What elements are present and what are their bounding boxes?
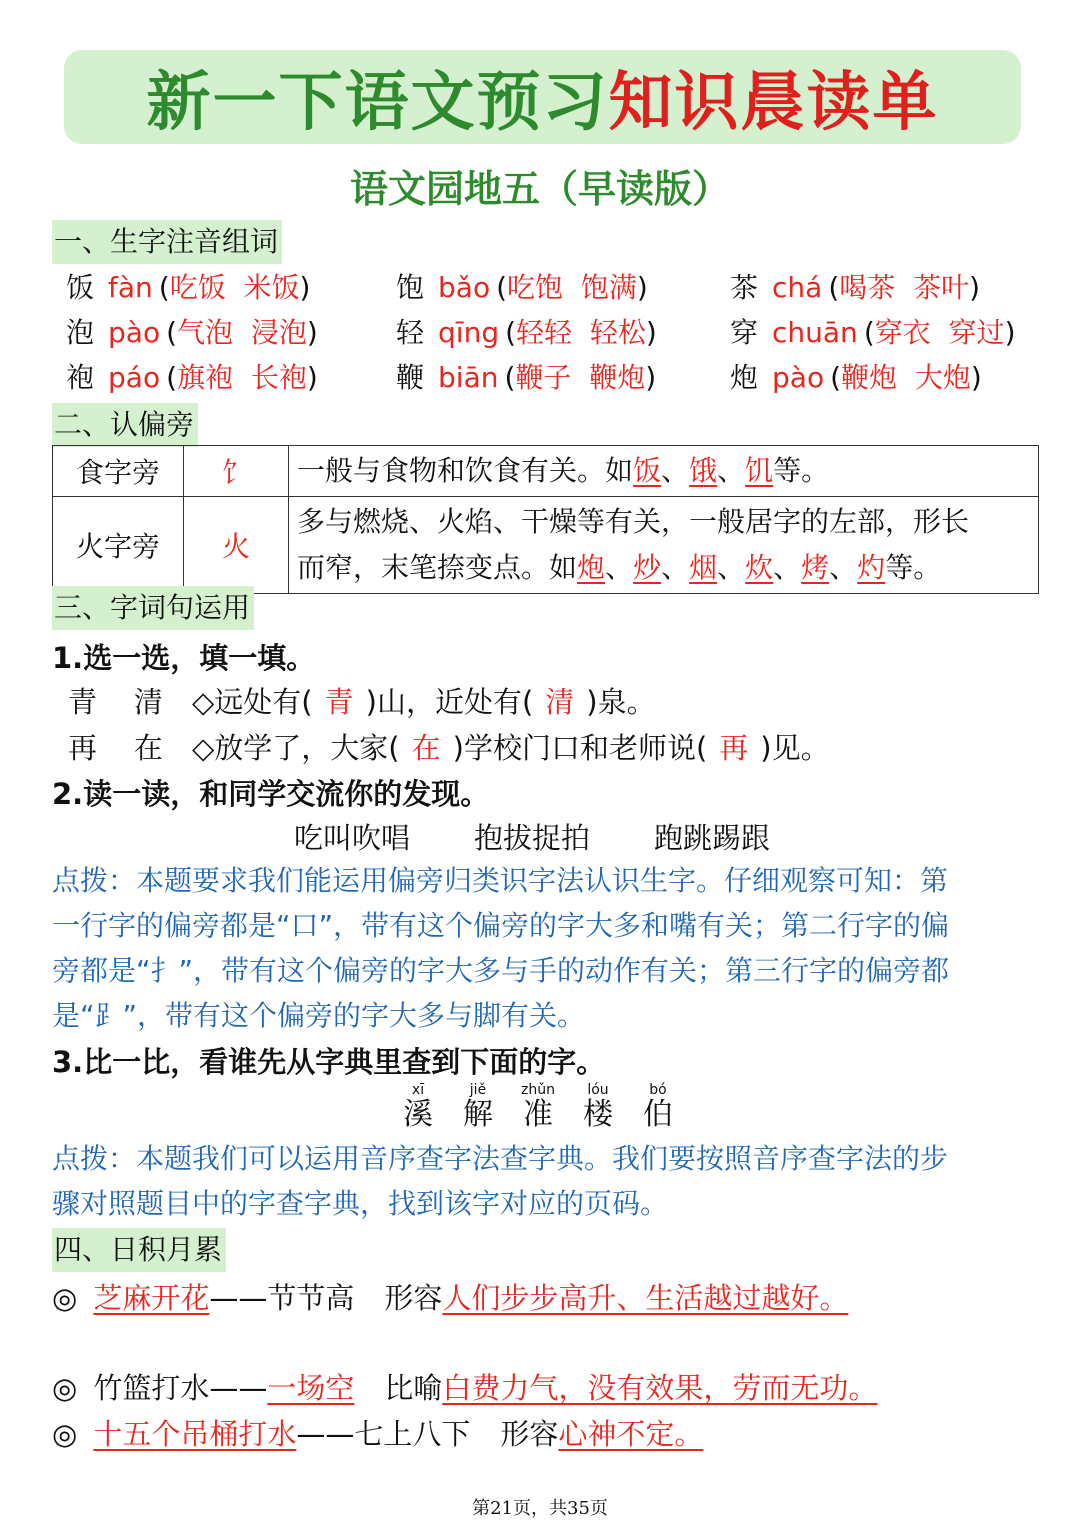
example-character: 炊: [745, 551, 774, 584]
word-group: 鞭子 鞭炮: [515, 361, 646, 394]
example-character: 炒: [633, 551, 662, 584]
hint-line: 点拨：本题要求我们能运用偏旁归类识字法认识生字。仔细观察可知：第: [52, 864, 949, 897]
bullet-mark: ◎: [52, 1281, 78, 1315]
example-character: 饭: [633, 454, 662, 487]
fill-text: )学校门口和老师说(: [452, 731, 708, 765]
pinyin: pào: [108, 316, 161, 349]
example-character: 炮: [577, 551, 606, 584]
radical-symbol: 火: [184, 497, 289, 594]
idiom-verb: 形容: [500, 1417, 559, 1451]
separator: 、: [717, 454, 746, 487]
question3-title: 3.比一比，看谁先从字典里查到下面的字。: [52, 1045, 606, 1079]
paren-close: ): [306, 361, 318, 394]
title-part2: 知识晨读单: [608, 65, 939, 140]
pinyin-entry: [66, 313, 318, 353]
radical-name: 食字旁: [53, 446, 184, 497]
character-group: 吃叫吹唱: [294, 821, 411, 855]
pinyin-entry: [396, 358, 656, 398]
separator: 、: [773, 551, 802, 584]
pinyin: biān: [438, 361, 499, 394]
fill-answer: 青: [324, 685, 354, 719]
hint-line: 是“⻊”，带有这个偏旁的字大多与脚有关。: [52, 999, 586, 1032]
ruby-pinyin: bó: [649, 1082, 667, 1098]
ruby-pinyin: zhǔn: [521, 1082, 555, 1098]
lookup-characters: [388, 1082, 688, 1132]
idiom-meaning: 人们步步高升、生活越过越好。: [442, 1281, 849, 1315]
ruby-character: [628, 1082, 688, 1132]
pinyin: fàn: [108, 271, 153, 304]
radical-text: 多与燃烧、火焰、干燥等有关，一般居字的左部，形长: [297, 505, 970, 538]
paren-open: (: [158, 271, 170, 304]
ruby-char: 楼: [583, 1097, 613, 1132]
page-footer: 第21页，共35页: [472, 1498, 608, 1519]
idiom-item: [52, 1412, 703, 1453]
separator: 、: [661, 454, 690, 487]
fill-answer: 再: [719, 731, 749, 765]
pinyin-entry: [66, 358, 318, 398]
fill-text: ◇远处有(: [192, 685, 313, 719]
radical-examples: [633, 454, 773, 487]
hint-line: 点拨：本题我们可以运用音序查字法查字典。我们要按照音序查字法的步: [52, 1142, 949, 1175]
paren-close: ): [299, 271, 311, 304]
ruby-character: [508, 1082, 568, 1132]
hint-line: 一行字的偏旁都是“口”，带有这个偏旁的字大多和嘴有关；第二行字的偏: [52, 909, 950, 942]
character: 袍: [66, 361, 95, 394]
word-group: 吃饭 米饭: [169, 271, 300, 304]
paren-close: ): [306, 316, 318, 349]
idiom-part: 七上八下: [354, 1417, 471, 1451]
paren-close: ): [636, 271, 648, 304]
paren-close: ): [969, 271, 981, 304]
character: 饱: [396, 271, 425, 304]
choice-chars: 再 在: [68, 731, 163, 765]
word-group: 鞭炮 大炮: [841, 361, 971, 394]
idiom-part: 竹篮打水: [93, 1371, 210, 1405]
idiom-meaning: 心神不定。: [558, 1417, 704, 1451]
pinyin-entry: [396, 313, 657, 353]
paren-close: ): [645, 316, 657, 349]
title-part1: 新一下语文预习: [146, 65, 609, 140]
paren-close: ): [970, 361, 982, 394]
radical-description: [289, 446, 1039, 497]
paren-open: (: [830, 361, 842, 394]
word-group: 吃饱 饱满: [507, 271, 637, 304]
pinyin: chá: [772, 271, 823, 304]
separator: 、: [605, 551, 634, 584]
idiom-meaning: 白费力气，没有效果，劳而无功。: [442, 1371, 878, 1405]
radical-description: [289, 497, 1039, 594]
idiom-item: [52, 1276, 848, 1317]
character: 穿: [730, 316, 759, 349]
word-group: 喝茶 茶叶: [839, 271, 970, 304]
character-groups: [294, 816, 770, 857]
example-character: 饥: [745, 454, 774, 487]
hint-line: 旁都是“扌”，带有这个偏旁的字大多与手的动作有关；第三行字的偏旁都: [52, 954, 950, 987]
fill-text: )山，近处有(: [365, 685, 534, 719]
ruby-pinyin: xī: [411, 1082, 425, 1098]
pinyin: páo: [108, 361, 161, 394]
character-group: 抱拔捉拍: [474, 821, 591, 855]
ruby-pinyin: jiě: [469, 1082, 487, 1098]
character: 炮: [730, 361, 759, 394]
paren-open: (: [166, 361, 178, 394]
ruby-character: [568, 1082, 628, 1132]
character: 鞭: [396, 361, 425, 394]
word-group: 气泡 浸泡: [177, 316, 307, 349]
pinyin-entry: [730, 313, 1016, 353]
paren-open: (: [496, 271, 508, 304]
pinyin-entry: [730, 358, 982, 398]
radical-table: [52, 445, 1039, 594]
fill-answer: 在: [411, 731, 441, 765]
radical-symbol: 饣: [184, 446, 289, 497]
radical-text: 一般与食物和饮食有关。如: [297, 454, 634, 487]
idiom-part: 芝麻开花: [93, 1281, 210, 1315]
example-character: 饿: [689, 454, 718, 487]
fill-text: )泉。: [586, 685, 656, 719]
radical-examples: [577, 551, 885, 584]
ruby-char: 溪: [403, 1097, 433, 1132]
example-character: 灼: [857, 551, 886, 584]
paren-close: ): [1004, 316, 1016, 349]
hint-paragraph: [52, 858, 1032, 1038]
subtitle: 语文园地五（早读版）: [349, 167, 730, 211]
idiom-part: 一场空: [267, 1371, 355, 1405]
paren-open: (: [166, 316, 178, 349]
separator: 、: [661, 551, 690, 584]
ruby-pinyin: lóu: [587, 1082, 609, 1098]
section1-heading: 一、生字注音组词: [52, 220, 282, 264]
character: 轻: [396, 316, 425, 349]
bullet-mark: ◎: [52, 1417, 78, 1451]
bullet-mark: ◎: [52, 1371, 78, 1405]
separator: 、: [829, 551, 858, 584]
character: 饭: [66, 271, 95, 304]
fill-answer: 清: [545, 685, 575, 719]
character: 茶: [730, 271, 759, 304]
character-group: 跑跳踢跟: [654, 821, 771, 855]
ruby-char: 解: [463, 1097, 493, 1132]
radical-row: [53, 497, 1039, 594]
paren-open: (: [863, 316, 875, 349]
word-group: 旗袍 长袍: [177, 361, 307, 394]
paren-open: (: [504, 361, 516, 394]
pinyin: bǎo: [438, 271, 491, 304]
idiom-dash: ——: [209, 1281, 268, 1315]
idiom-verb: 比喻: [384, 1371, 443, 1405]
question1-title: 1.选一选，填一填。: [52, 641, 316, 675]
pinyin-entry: [396, 268, 648, 308]
radical-end: 等。: [885, 551, 942, 584]
ruby-character: [388, 1082, 448, 1132]
paren-open: (: [828, 271, 840, 304]
idiom-dash: ——: [296, 1417, 355, 1451]
separator: 、: [717, 551, 746, 584]
idiom-dash: ——: [209, 1371, 268, 1405]
section4-heading: 四、日积月累: [52, 1228, 226, 1272]
pinyin: qīng: [438, 316, 500, 349]
idiom-part: 节节高: [267, 1281, 355, 1315]
word-group: 穿衣 穿过: [874, 316, 1005, 349]
pinyin: chuān: [772, 316, 858, 349]
character: 泡: [66, 316, 95, 349]
example-character: 烟: [689, 551, 718, 584]
fill-text: ◇放学了，大家(: [192, 731, 400, 765]
pinyin-entry: [730, 268, 980, 308]
radical-text: 而窄，末笔捺变点。如: [297, 551, 578, 584]
radical-row: [53, 446, 1039, 497]
section3-heading: 三、字词句运用: [52, 586, 254, 630]
idiom-verb: 形容: [384, 1281, 443, 1315]
fill-text: )见。: [760, 731, 830, 765]
hint-line: 骤对照题目中的字查字典，找到该字对应的页码。: [52, 1187, 669, 1220]
radical-name: 火字旁: [53, 497, 184, 594]
ruby-char: 准: [523, 1097, 553, 1132]
pinyin: pào: [772, 361, 825, 394]
paren-close: ): [645, 361, 657, 394]
hint-paragraph: [52, 1136, 1032, 1226]
section2-heading: 二、认偏旁: [52, 403, 198, 447]
pinyin-entry: [66, 268, 310, 308]
ruby-char: 伯: [643, 1097, 673, 1132]
word-group: 轻轻 轻松: [516, 316, 646, 349]
ruby-character: [448, 1082, 508, 1132]
example-character: 烤: [801, 551, 830, 584]
radical-end: 等。: [773, 454, 830, 487]
idiom-part: 十五个吊桶打水: [93, 1417, 297, 1451]
fill-line-1: [68, 680, 656, 721]
paren-open: (: [505, 316, 517, 349]
choice-chars: 青 清: [68, 685, 163, 719]
idiom-item: [52, 1366, 877, 1407]
title-banner: [64, 50, 1021, 144]
question2-title: 2.读一读，和同学交流你的发现。: [52, 777, 490, 811]
fill-line-2: [68, 726, 830, 767]
